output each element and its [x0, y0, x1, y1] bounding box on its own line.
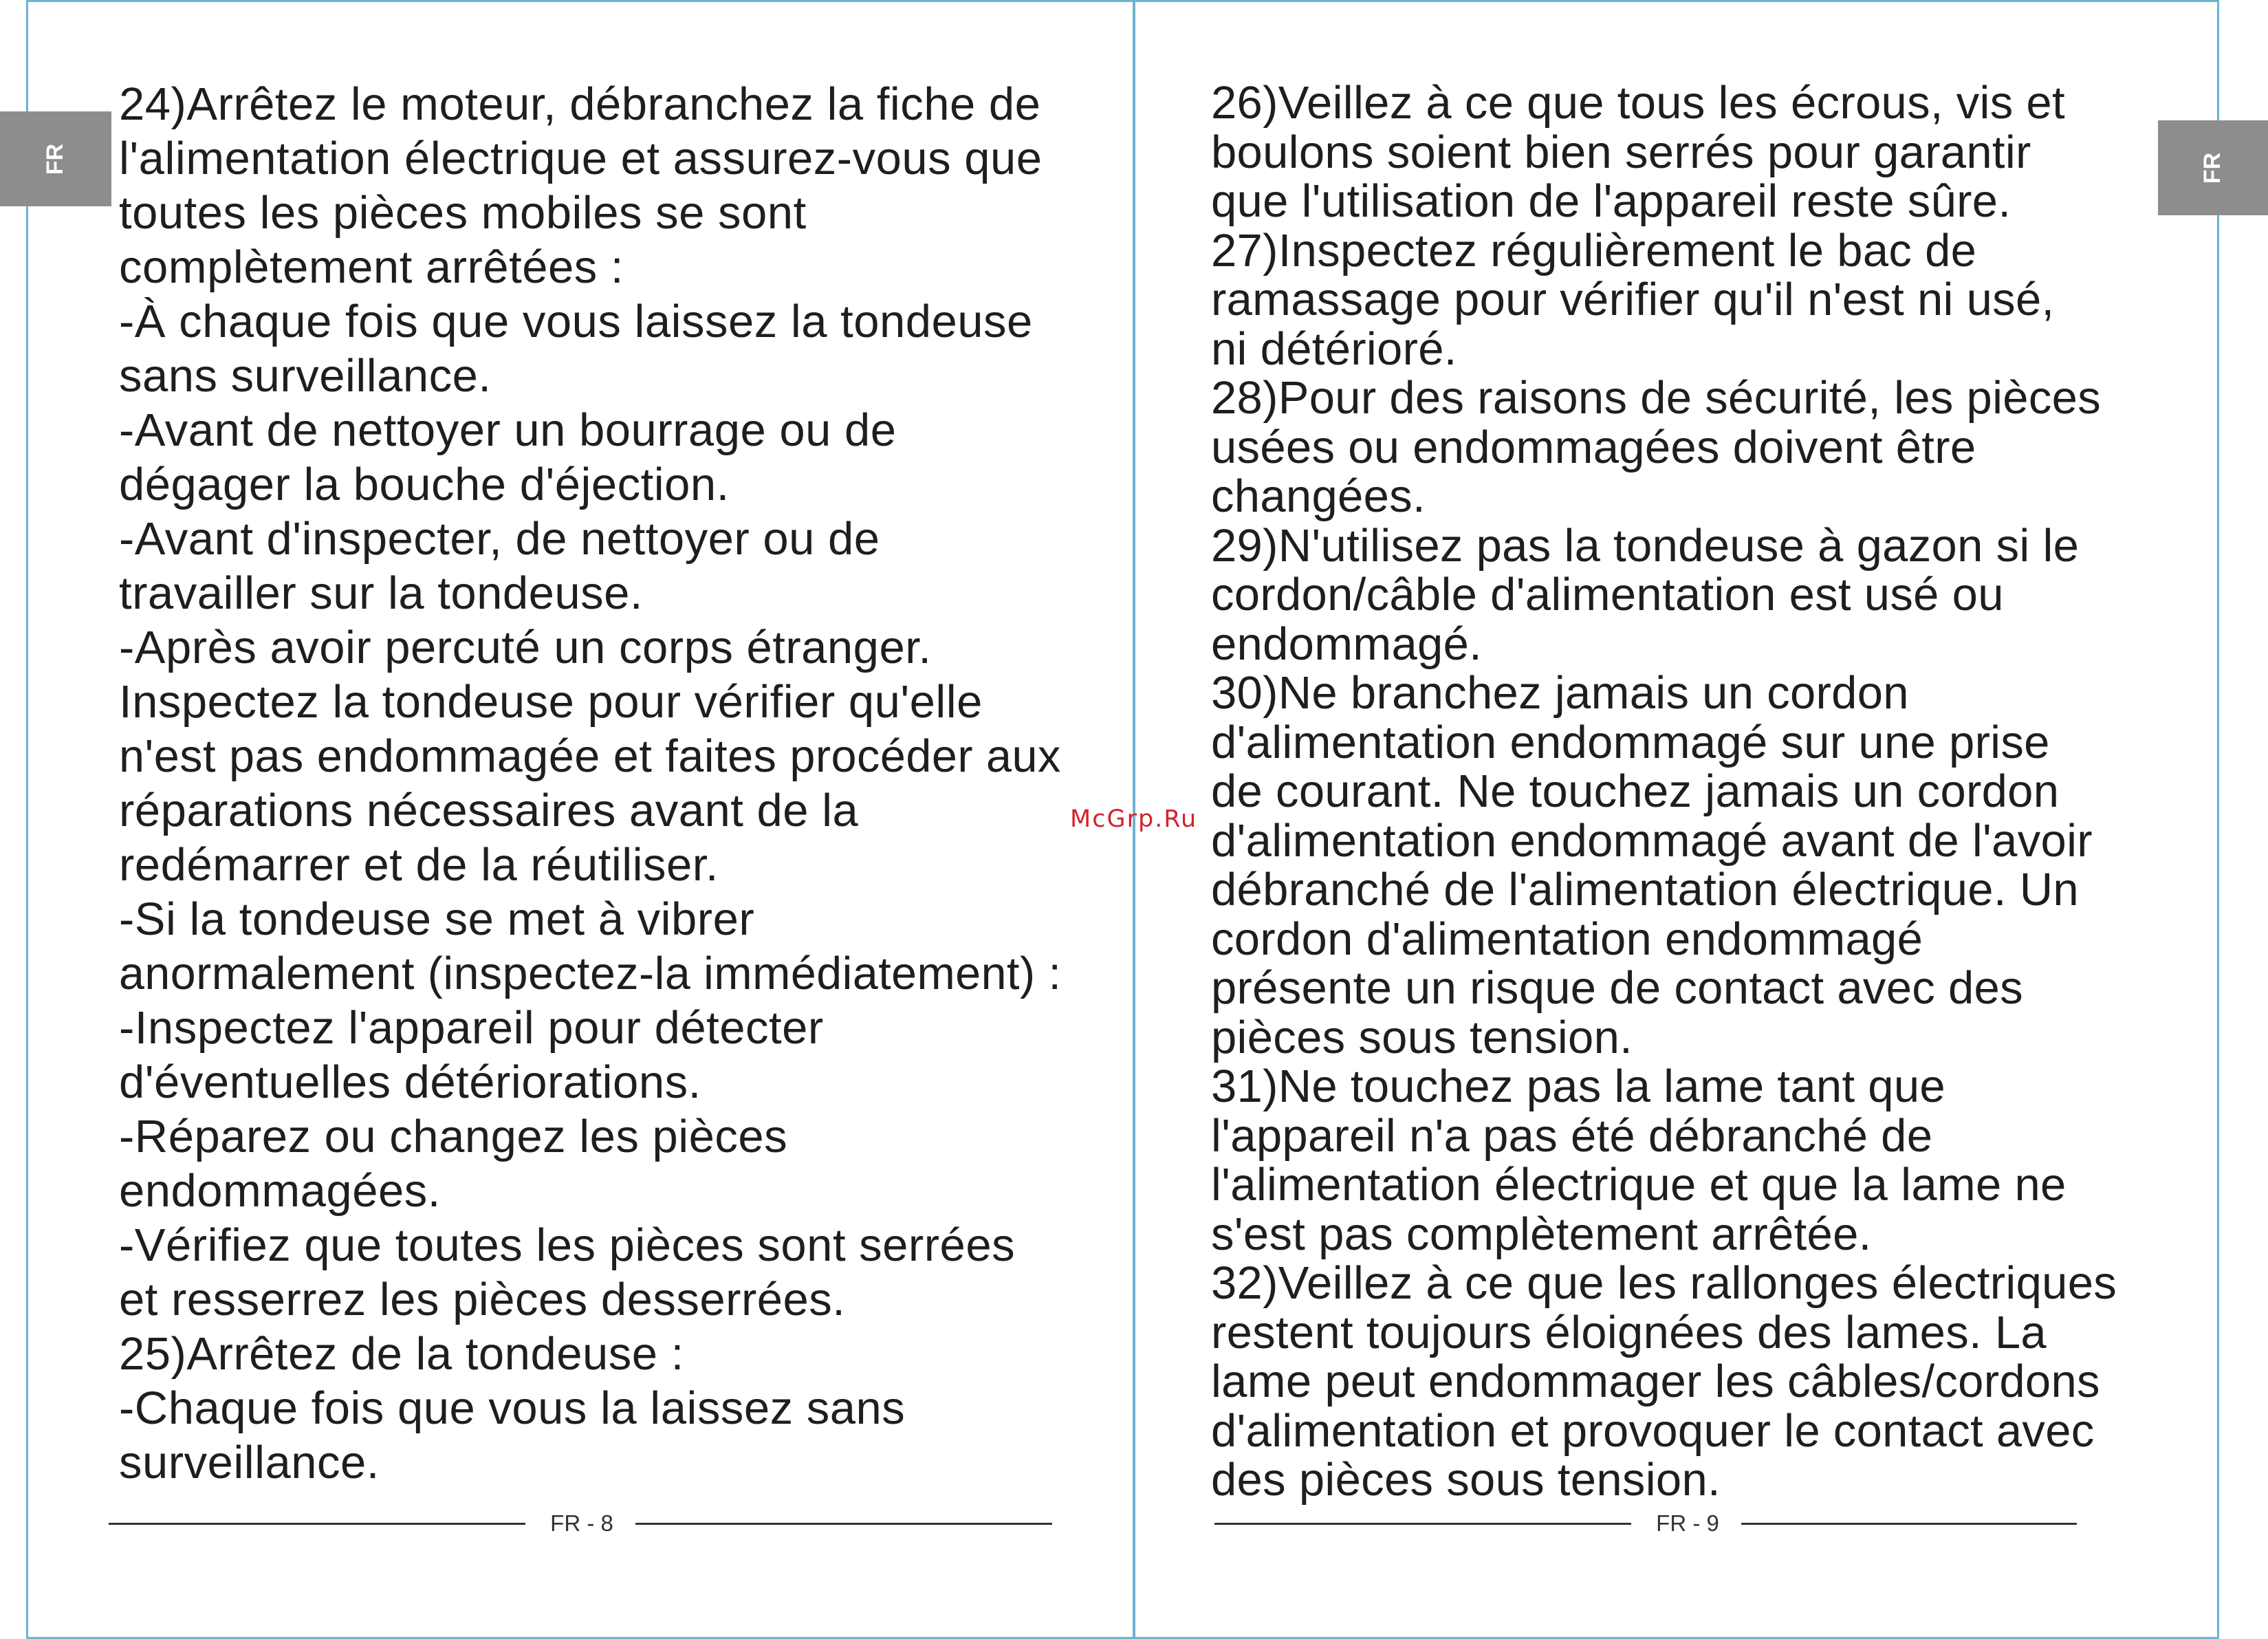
text-line: usées ou endommagées doivent être	[1211, 421, 1976, 473]
right-page-text	[1211, 78, 2117, 1505]
text-line: anormalement (inspectez-la immédiatement) :	[119, 948, 1062, 999]
text-line: cordon d'alimentation endommagé	[1211, 913, 1923, 965]
text-line: -Si la tondeuse se met à vibrer	[119, 893, 755, 945]
text-line: 32)Veillez à ce que les rallonges électriques	[1211, 1257, 2117, 1309]
text-line: 25)Arrêtez de la tondeuse :	[119, 1328, 684, 1380]
text-line: redémarrer et de la réutiliser.	[119, 839, 719, 891]
page-number: FR - 8	[550, 1510, 613, 1536]
text-line: n'est pas endommagée et faites procéder aux	[119, 730, 1061, 782]
text-line: des pièces sous tension.	[1211, 1454, 1721, 1506]
left-page-text	[119, 77, 1071, 1490]
text-line: 24)Arrêtez le moteur, débranchez la fiche de	[119, 78, 1041, 130]
language-tab	[2158, 120, 2268, 215]
text-line: 28)Pour des raisons de sécurité, les pièces	[1211, 372, 2102, 424]
text-line: -À chaque fois que vous laissez la tondeuse	[119, 296, 1033, 347]
text-line: et resserrez les pièces desserrées.	[119, 1274, 846, 1325]
text-line: lame peut endommager les câbles/cordons	[1211, 1356, 2100, 1407]
text-line: d'alimentation endommagé avant de l'avoir	[1211, 814, 2093, 867]
text-line: endommagé.	[1211, 618, 1483, 670]
text-line: de courant. Ne touchez jamais un cordon	[1211, 766, 2060, 817]
text-line: -Après avoir percuté un corps étranger.	[119, 622, 932, 673]
watermark: McGrp.Ru	[1070, 805, 1198, 833]
text-line: complètement arrêtées :	[119, 241, 624, 293]
text-line: changées.	[1211, 470, 1426, 522]
text-line: d'éventuelles détériorations.	[119, 1056, 701, 1108]
text-line: s'est pas complètement arrêtée.	[1211, 1208, 1872, 1260]
text-line: l'alimentation électrique et assurez-vous que	[119, 133, 1043, 184]
right-page	[1136, 0, 2268, 1639]
text-line: toutes les pièces mobiles se sont	[119, 187, 807, 239]
text-line: travailler sur la tondeuse.	[119, 567, 644, 619]
text-line: dégager la bouche d'éjection.	[119, 459, 730, 510]
text-line: 30)Ne branchez jamais un cordon	[1211, 667, 1909, 719]
footer-rule-left	[109, 1523, 525, 1525]
left-page	[0, 0, 1132, 1639]
language-tab-label: FR	[2199, 152, 2226, 184]
text-line: cordon/câble d'alimentation est usé ou	[1211, 569, 2004, 620]
text-line: -Chaque fois que vous la laissez sans	[119, 1382, 906, 1434]
page-number: FR - 9	[1656, 1510, 1719, 1536]
text-line: sans surveillance.	[119, 350, 492, 402]
text-line: l'alimentation électrique et que la lame ne	[1211, 1159, 2067, 1211]
text-line: -Inspectez l'appareil pour détecter	[119, 1002, 824, 1054]
text-line: endommagées.	[119, 1165, 441, 1217]
text-line: boulons soient bien serrés pour garantir	[1211, 126, 2031, 178]
text-line: -Avant de nettoyer un bourrage ou de	[119, 404, 897, 456]
footer-rule-right	[1741, 1523, 2077, 1525]
text-line: ni détérioré.	[1211, 323, 1457, 375]
text-line: -Vérifiez que toutes les pièces sont serrées	[119, 1219, 1016, 1271]
text-line: surveillance.	[119, 1437, 380, 1488]
text-line: pièces sous tension.	[1211, 1011, 1633, 1063]
text-line: réparations nécessaires avant de la	[119, 785, 859, 836]
text-line: Inspectez la tondeuse pour vérifier qu'elle	[119, 676, 983, 728]
text-line: restent toujours éloignées des lames. La	[1211, 1306, 2047, 1358]
text-line: d'alimentation endommagé sur une prise	[1211, 716, 2050, 768]
footer-rule-right	[635, 1523, 1052, 1525]
text-line: débranché de l'alimentation électrique. Un	[1211, 864, 2079, 915]
footer-rule-left	[1214, 1523, 1631, 1525]
text-line: que l'utilisation de l'appareil reste sûre.	[1211, 175, 2011, 227]
text-line: 26)Veillez à ce que tous les écrous, vis et	[1211, 77, 2065, 129]
text-line: ramassage pour vérifier qu'il n'est ni usé,	[1211, 274, 2055, 325]
language-tab	[0, 111, 111, 206]
text-line: 29)N'utilisez pas la tondeuse à gazon si le	[1211, 519, 2080, 572]
text-line: 31)Ne touchez pas la lame tant que	[1211, 1061, 1945, 1112]
language-tab-label: FR	[42, 143, 69, 175]
text-line: -Avant d'inspecter, de nettoyer ou de	[119, 513, 880, 565]
text-line: d'alimentation et provoquer le contact avec	[1211, 1404, 2095, 1457]
text-line: -Réparez ou changez les pièces	[119, 1111, 788, 1162]
text-line: l'appareil n'a pas été débranché de	[1211, 1109, 1933, 1162]
text-line: 27)Inspectez régulièrement le bac de	[1211, 224, 1977, 276]
text-line: présente un risque de contact avec des	[1211, 962, 2023, 1014]
